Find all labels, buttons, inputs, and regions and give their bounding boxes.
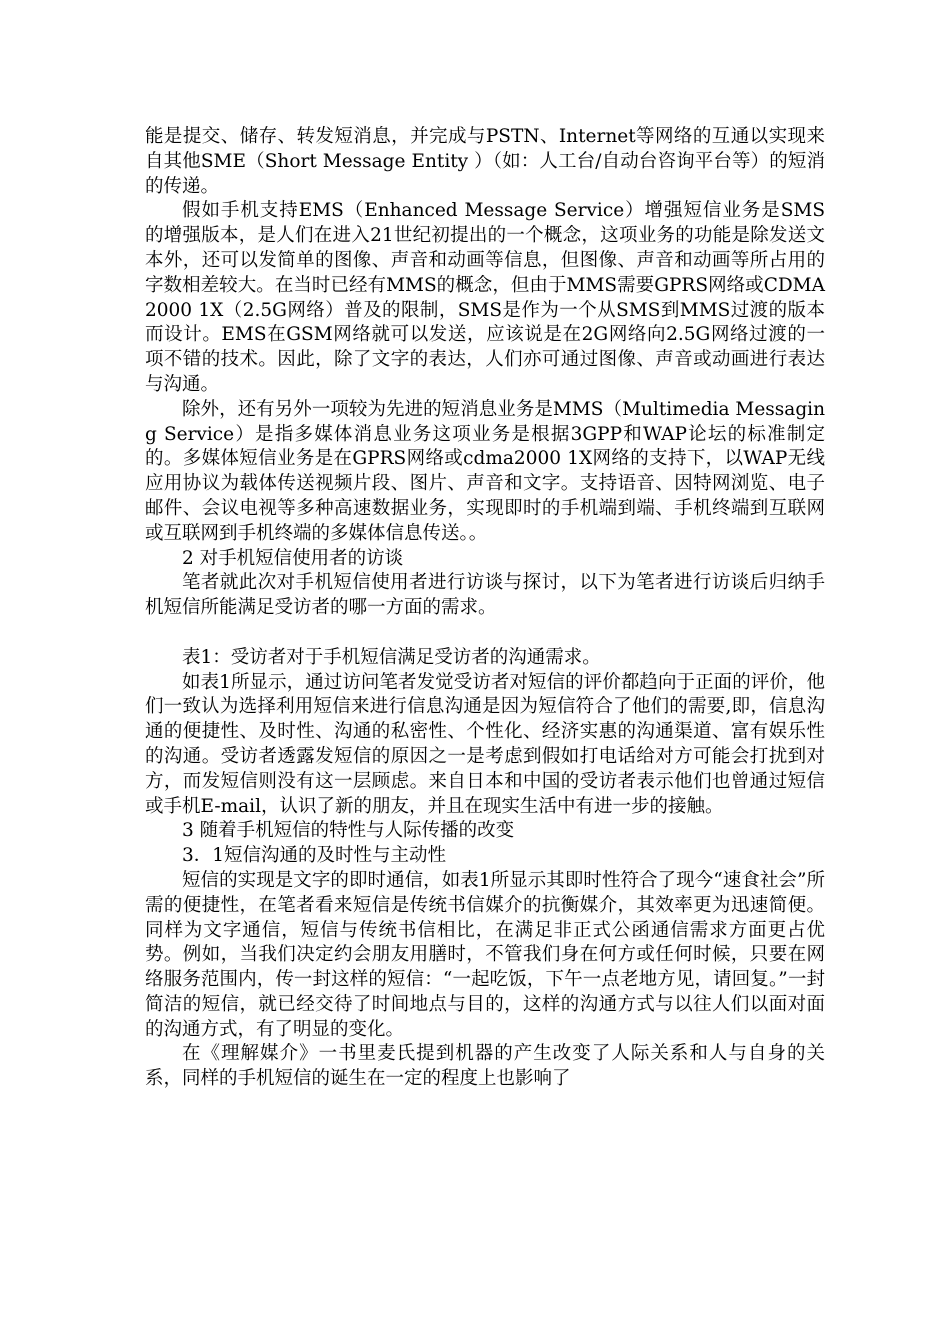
table-caption: 表1：受访者对于手机短信满足受访者的沟通需求。 [182, 646, 601, 668]
section-heading-interviews: 2 对手机短信使用者的访谈 [182, 547, 404, 569]
body-text [145, 125, 825, 1092]
section-heading-characteristics: 3 随着手机短信的特性与人际传播的改变 [182, 820, 515, 842]
subsection-heading-timeliness: 3．1短信沟通的及时性与主动性 [182, 845, 447, 867]
paragraph-understanding-media: 在《理解媒介》一书里麦氏提到机器的产生改变了人际关系和人与自身的关系，同样的手机短信的诞生在一定的程度上也影响了 [145, 1043, 825, 1090]
paragraph-timeliness: 短信的实现是文字的即时通信，如表1所显示其即时性符合了现今“速食社会”所需的便捷性，在笔者看来短信是传统书信媒介的抗衡媒介，其效率更为迅速简便。同样为文字通信，短信与传统书信相比，在满足非正式公函通信需求方面更占优势。例如，当我们决定约会朋友用膳时，不管我们身在何方或任何时候，只要在网络服务范围内，传一封这样的短信：“一起吃饭，下午一点老地方见，请回复。”一封简洁的短信，就已经交待了时间地点与目的，这样的沟通方式与以往人们以面对面的沟通方式，有了明显的变化。 [145, 869, 825, 1040]
paragraph-interview-findings: 如表1所显示，通过访问笔者发觉受访者对短信的评价都趋向于正面的评价，他们一致认为选择利用短信来进行信息沟通是因为短信符合了他们的需要,即，信息沟通的便捷性、及时性、沟通的私密性、个性化、经济实惠的沟通渠道、富有娱乐性的沟通。受访者透露发短信的原因之一是考虑到假如打电话给对方可能会打扰到对方，而发短信则没有这一层顾虑。来自日本和中国的受访者表示他们也曾通过短信或手机E-mail，认识了新的朋友，并且在现实生活中有进一步的接触。 [145, 671, 825, 817]
blank-line [145, 621, 825, 646]
paragraph-mms: 除外，还有另外一项较为先进的短消息业务是MMS（Multimedia Messaging Service）是指多媒体消息业务这项业务是根据3GPP和WAP论坛的标准制定的。多媒体短信业务是在GPRS网络或cdma2000 1X网络的支持下，以WAP无线应用协议为载体传送视频片段、图片、声音和文字。支持语音、因特网浏览、电子邮件、会议电视等多种高速数据业务，实现即时的手机端到端、手机终端到互联网或互联网到手机终端的多媒体信息传送。。 [145, 398, 825, 544]
paragraph-ems: 假如手机支持EMS（Enhanced Message Service）增强短信业务是SMS的增强版本，是人们在进入21世纪初提出的一个概念，这项业务的功能是除发送文本外，还可以发简单的图像、声音和动画等信息，但图像、声音和动画等所占用的字数相差较大。在当时已经有MMS的概念，但由于MMS需要GPRS网络或CDMA 2000 1X（2.5G网络）普及的限制，SMS是作为一个从SMS到MMS过渡的版本而设计。EMS在GSM网络就可以发送，应该说是在2G网络向2.5G网络过渡的一项不错的技术。因此，除了文字的表达，人们亦可通过图像、声音或动画进行表达与沟通。 [145, 200, 825, 395]
paragraph-interview-intro: 笔者就此次对手机短信使用者进行访谈与探讨，以下为笔者进行访谈后归纳手机短信所能满足受访者的哪一方面的需求。 [145, 572, 825, 619]
paragraph-sms-center-function: 能是提交、储存、转发短消息，并完成与PSTN、Internet等网络的互通以实现来自其他SME（Short Message Entity ）（如：人工台/自动台咨询平台等）的短消的传递。 [145, 126, 825, 197]
